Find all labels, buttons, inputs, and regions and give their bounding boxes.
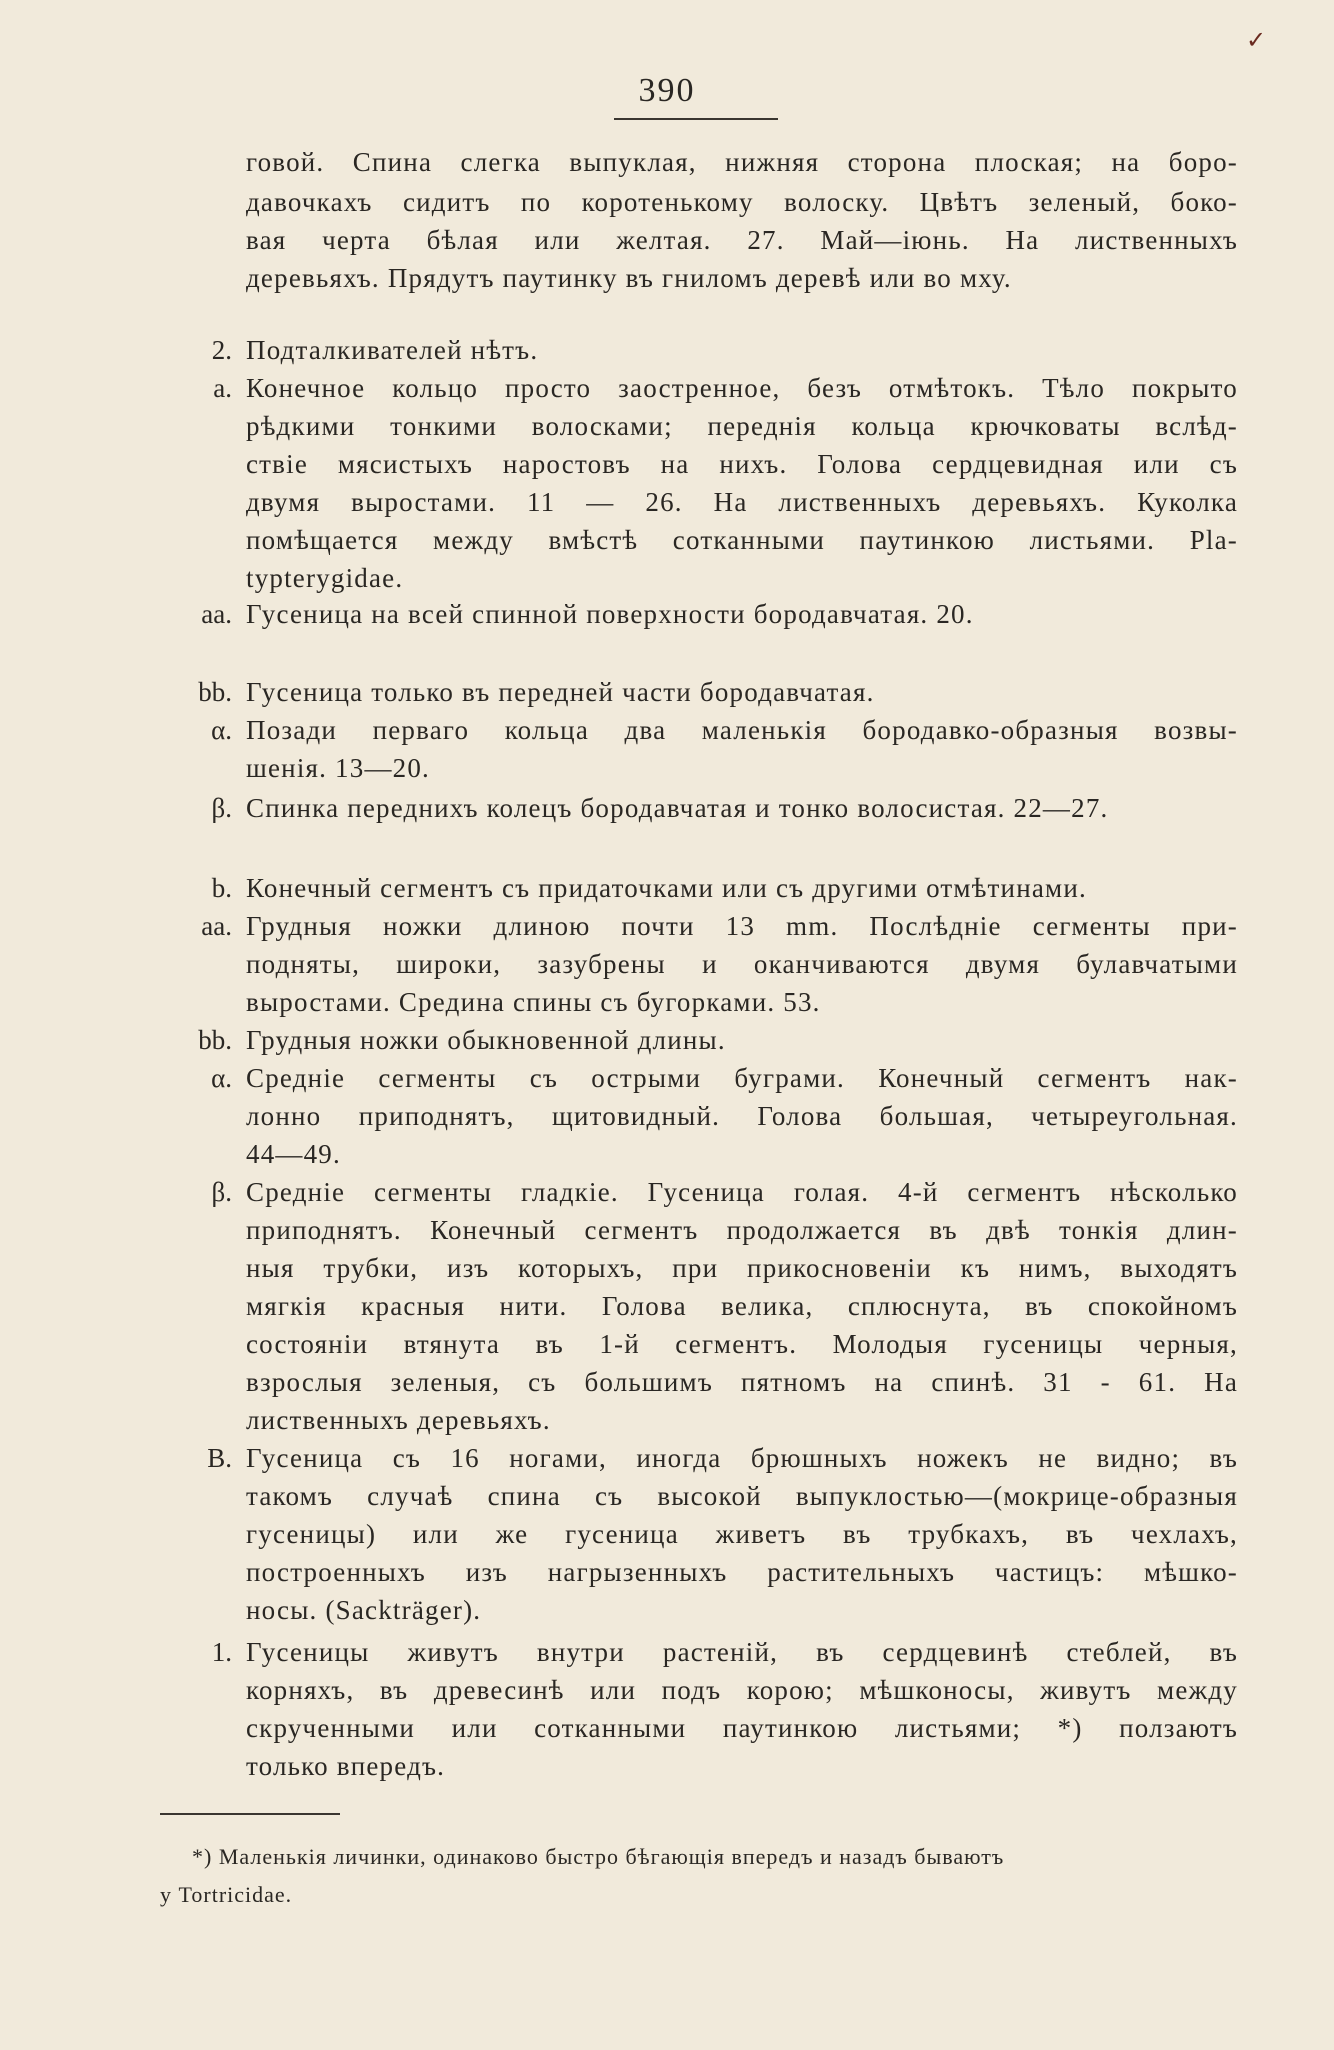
text-line: Конечное кольцо просто заостренное, безъ отмѣтокъ. Тѣло покрыто — [246, 373, 1238, 403]
text-line: Спинка переднихъ колецъ бородавчатая и тонко волосистая. 22—27. — [246, 793, 1109, 823]
text-line: двумя выростами. 11 — 26. На лиственныхъ деревьяхъ. Куколка — [246, 487, 1238, 517]
item-label: a. — [213, 373, 232, 403]
text-line: только впередъ. — [246, 1751, 446, 1781]
item-label: 1. — [211, 1637, 232, 1667]
text-line: выростами. Средина спины съ бугорками. 53. — [246, 987, 821, 1017]
text-line: 44—49. — [246, 1139, 341, 1169]
text-line: носы. (Sackträger). — [246, 1595, 482, 1625]
text-line: шенія. 13—20. — [246, 753, 430, 783]
text-line: построенныхъ изъ нагрызенныхъ растительныхъ частицъ: мѣшко- — [246, 1557, 1238, 1587]
item-label: b. — [211, 873, 232, 903]
text-line: ныя трубки, изъ которыхъ, при прикосновеніи къ нимъ, выходятъ — [246, 1253, 1238, 1283]
text-line: помѣщается между вмѣстѣ сотканными паутинкою листьями. Pla- — [246, 525, 1238, 555]
text-line: корняхъ, въ древесинѣ или подъ корою; мѣшконосы, живутъ между — [246, 1675, 1238, 1705]
item-label: β. — [211, 1177, 232, 1207]
text-line: гусеницы) или же гусеница живетъ въ трубкахъ, въ чехлахъ, — [246, 1519, 1238, 1549]
footnote-line-2: у Tortricidae. — [160, 1882, 293, 1907]
item-label: bb. — [198, 1025, 232, 1055]
text-line: Подталкивателей нѣтъ. — [246, 335, 539, 365]
text-line: такомъ случаѣ спина съ высокой выпуклостью—(мокрице-образныя — [246, 1481, 1238, 1511]
text-line: Конечный сегментъ съ придаточками или съ другими отмѣтинами. — [246, 873, 1087, 903]
item-label: 2. — [211, 335, 232, 365]
text-line: Гусеница только въ передней части бородавчатая. — [246, 677, 875, 707]
text-line: Позади перваго кольца два маленькія бородавко-образныя возвы- — [246, 715, 1238, 745]
text-line: говой. Спина слегка выпуклая, нижняя сторона плоская; на боро- — [246, 147, 1238, 177]
text-line: подняты, широки, зазубрены и оканчиваются двумя булавчатыми — [246, 949, 1238, 979]
corner-pencil-mark: ✓ — [1246, 28, 1267, 54]
page-number-rule — [614, 118, 778, 120]
text-line: рѣдкими тонкими волосками; переднія кольца крючковаты вслѣд- — [246, 411, 1238, 441]
text-line: Средніе сегменты съ острыми буграми. Конечный сегментъ нак- — [246, 1063, 1238, 1093]
footnote-rule — [160, 1813, 340, 1815]
text-line: деревьяхъ. Прядутъ паутинку въ гниломъ деревѣ или во мху. — [246, 263, 1012, 293]
text-line: Гусеницы живутъ внутри растеній, въ сердцевинѣ стеблей, въ — [246, 1637, 1238, 1667]
item-label: β. — [211, 793, 232, 823]
item-label: bb. — [198, 677, 232, 707]
text-line: скрученными или сотканными паутинкою листьями; *) ползаютъ — [246, 1713, 1238, 1743]
text-line: Гусеница съ 16 ногами, иногда брюшныхъ ножекъ не видно; въ — [246, 1443, 1238, 1473]
text-line: Грудныя ножки обыкновенной длины. — [246, 1025, 726, 1055]
item-label: α. — [211, 1063, 232, 1093]
page-number: 390 — [638, 72, 696, 109]
text-line: ствіе мясистыхъ наростовъ на нихъ. Голова сердцевидная или съ — [246, 449, 1238, 479]
item-label: aa. — [201, 911, 232, 941]
text-line: Гусеница на всей спинной поверхности бородавчатая. 20. — [246, 599, 974, 629]
text-line: состояніи втянута въ 1-й сегментъ. Молодыя гусеницы черныя, — [246, 1329, 1238, 1359]
text-line: взрослыя зеленыя, съ большимъ пятномъ на спинѣ. 31 - 61. На — [246, 1367, 1238, 1397]
text-line: давочкахъ сидитъ по коротенькому волоску. Цвѣтъ зеленый, боко- — [246, 187, 1238, 217]
footnote-line-1: *) Маленькія личинки, одинаково быстро бѣгающія впередъ и назадъ бываютъ — [192, 1844, 1005, 1869]
text-line: Грудныя ножки длиною почти 13 mm. Послѣдніе сегменты при- — [246, 911, 1238, 941]
text-line: мягкія красныя нити. Голова велика, сплюснута, въ спокойномъ — [246, 1291, 1238, 1321]
text-line: приподнятъ. Конечный сегментъ продолжается въ двѣ тонкія длин- — [246, 1215, 1238, 1245]
item-label: B. — [207, 1443, 232, 1473]
text-line: лиственныхъ деревьяхъ. — [246, 1405, 551, 1435]
text-line: typterygidae. — [246, 563, 404, 593]
item-label: α. — [211, 715, 232, 745]
item-label: aa. — [201, 599, 232, 629]
text-line: вая черта бѣлая или желтая. 27. Май—іюнь. На лиственныхъ — [246, 225, 1238, 255]
text-line: Средніе сегменты гладкіе. Гусеница голая. 4-й сегментъ нѣсколько — [246, 1177, 1238, 1207]
text-line: лонно приподнятъ, щитовидный. Голова большая, четыреугольная. — [246, 1101, 1238, 1131]
